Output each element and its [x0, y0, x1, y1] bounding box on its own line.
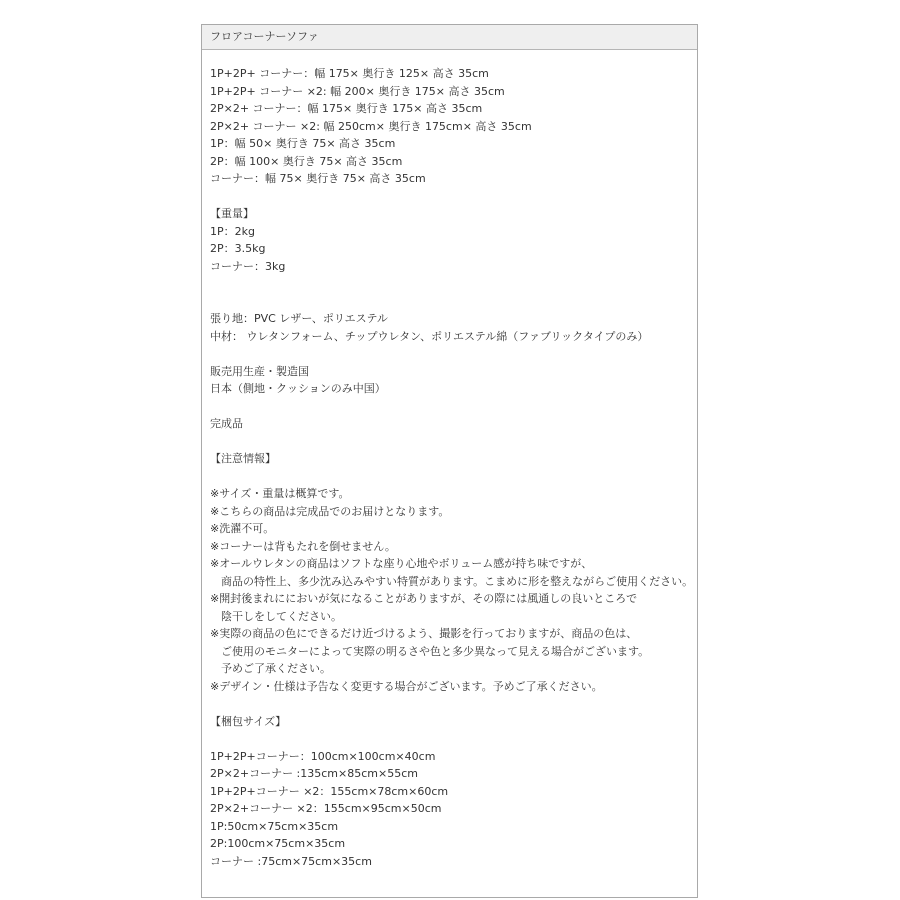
- weight-line: 1P：2kg: [210, 224, 255, 238]
- spacer: [210, 275, 697, 293]
- dimension-line: 2P：幅 100× 奥行き 75× 高さ 35cm: [210, 154, 403, 168]
- product-spec-panel: [201, 24, 698, 898]
- origin-heading: 販売用生産・製造国: [210, 364, 309, 378]
- note-line: ※洗濯不可。: [210, 522, 275, 535]
- spacer: [210, 398, 697, 416]
- package-size-line: 2P×2+コーナー ×2：155cm×95cm×50cm: [210, 802, 442, 815]
- note-line: 商品の特性上、多少沈み込みやすい特質があります。こまめに形を整えながらご使用ください。: [221, 574, 694, 588]
- assembly-line: 完成品: [210, 417, 243, 430]
- dimension-line: 2P×2+ コーナー：幅 175× 奥行き 175× 高さ 35cm: [210, 102, 483, 115]
- origin-line: 日本（側地・クッションのみ中国）: [210, 382, 386, 395]
- spec-title: フロアコーナーソファ: [202, 25, 697, 50]
- note-line: ※オールウレタンの商品はソフトな座り心地やボリューム感が持ち味ですが、: [210, 557, 593, 570]
- dimension-line: 1P+2P+ コーナー：幅 175× 奥行き 125× 高さ 35cm: [210, 67, 489, 80]
- dimension-line: 2P×2+ コーナー ×2: 幅 250cm× 奥行き 175cm× 高さ 35cm: [210, 119, 532, 133]
- note-line: ※コーナーは背もたれを倒せません。: [210, 539, 396, 553]
- spacer: [210, 293, 697, 311]
- spacer: [210, 433, 697, 451]
- weight-line: 2P：3.5kg: [210, 242, 266, 255]
- note-line: ※実際の商品の色にできるだけ近づけるよう、撮影を行っておりますが、商品の色は、: [210, 627, 638, 640]
- spacer: [210, 730, 697, 748]
- package-size-line: 1P+2P+コーナー ×2：155cm×78cm×60cm: [210, 784, 449, 798]
- note-line: ※デザイン・仕様は予告なく変更する場合がございます。予めご了承ください。: [210, 679, 603, 693]
- notes-heading: 【注意情報】: [210, 452, 276, 465]
- note-line: ご使用のモニターによって実際の明るさや色と多少異なって見える場合がございます。: [221, 644, 650, 658]
- material-line: 張り地：PVC レザー、ポリエステル: [210, 312, 388, 325]
- note-line: ※サイズ・重量は概算です。: [210, 487, 350, 500]
- note-line: 予めご了承ください。: [221, 662, 331, 675]
- material-line: 中材： ウレタンフォーム、チップウレタン、ポリエステル綿（ファブリックタイプのみ）: [210, 329, 649, 343]
- spacer: [210, 468, 697, 486]
- package-size-line: コーナー :75cm×75cm×35cm: [210, 854, 372, 868]
- weight-line: コーナー：3kg: [210, 259, 286, 273]
- note-line: 陰干しをしてください。: [221, 609, 342, 623]
- package-size-line: 1P:50cm×75cm×35cm: [210, 819, 339, 833]
- package-heading: 【梱包サイズ】: [210, 714, 287, 728]
- spacer: [210, 345, 697, 363]
- note-line: ※開封後まれににおいが気になることがありますが、その際には風通しの良いところで: [210, 592, 638, 605]
- spacer: [210, 188, 697, 206]
- package-size-line: 1P+2P+コーナー：100cm×100cm×40cm: [210, 749, 436, 763]
- package-size-line: 2P:100cm×75cm×35cm: [210, 837, 346, 850]
- dimension-line: 1P：幅 50× 奥行き 75× 高さ 35cm: [210, 137, 396, 150]
- note-line: ※こちらの商品は完成品でのお届けとなります。: [210, 504, 450, 518]
- package-size-line: 2P×2+コーナー :135cm×85cm×55cm: [210, 767, 418, 780]
- dimension-line: 1P+2P+ コーナー ×2: 幅 200× 奥行き 175× 高さ 35cm: [210, 84, 505, 98]
- spec-body: [202, 50, 697, 870]
- spacer: [210, 695, 697, 713]
- weight-heading: 【重量】: [210, 207, 254, 220]
- dimension-line: コーナー：幅 75× 奥行き 75× 高さ 35cm: [210, 172, 426, 185]
